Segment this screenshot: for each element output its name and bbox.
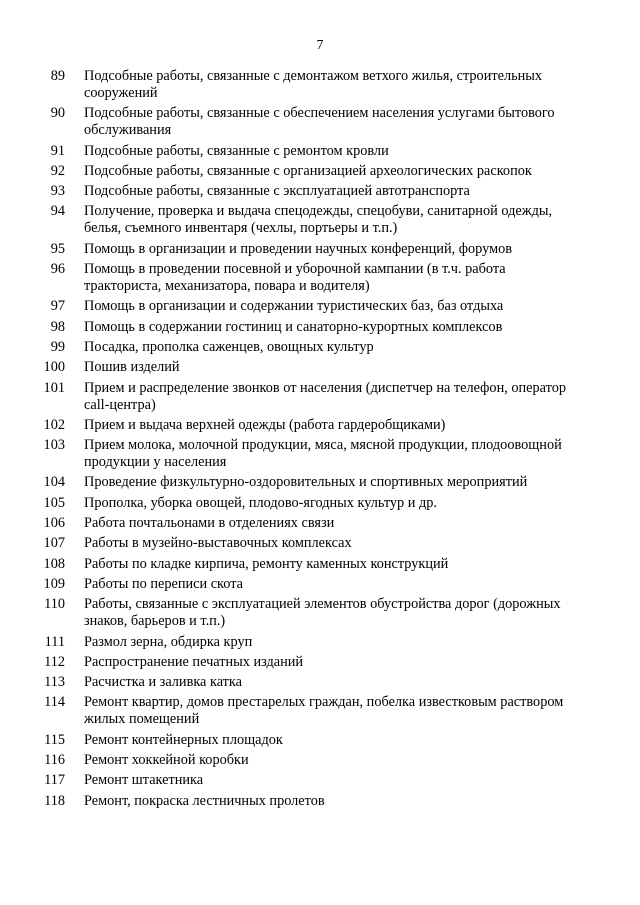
- item-text: Работы по кладке кирпича, ремонту каменных конструкций: [84, 555, 449, 572]
- item-number: 114: [44, 694, 65, 711]
- item-number: 94: [50, 203, 65, 220]
- item-text: Расчистка и заливка катка: [84, 674, 242, 691]
- list-item: [40, 556, 600, 573]
- item-text: Проведение физкультурно-оздоровительных и спортивных мероприятий: [84, 474, 528, 491]
- item-number: 115: [44, 731, 65, 748]
- list-item: [40, 654, 600, 671]
- item-number: 92: [50, 162, 65, 179]
- list-item: [40, 203, 600, 237]
- item-text: Ремонт штакетника: [84, 772, 204, 789]
- item-text: Помощь в проведении посевной и уборочной кампании (в т.ч. работа тракториста, механизатора, повара и водителя): [84, 261, 506, 295]
- item-text: Подсобные работы, связанные с ремонтом кровли: [84, 142, 389, 159]
- list-item: [40, 163, 600, 180]
- item-text: Подсобные работы, связанные с демонтажом ветхого жилья, строительных сооружений: [84, 68, 543, 101]
- item-number: 109: [43, 575, 65, 592]
- item-text: Ремонт контейнерных площадок: [84, 731, 283, 748]
- work-types-list: [40, 68, 600, 813]
- item-text: Ремонт квартир, домов престарелых граждан, побелка известковым раствором жилых помещений: [84, 694, 564, 728]
- list-item: [40, 339, 600, 356]
- item-text: Подсобные работы, связанные с обеспечением населения услугами бытового обслуживания: [84, 105, 555, 139]
- list-item: [40, 694, 600, 728]
- item-text: Прием и выдача верхней одежды (работа гардеробщиками): [84, 416, 446, 433]
- item-text: Работы по переписи скота: [84, 575, 243, 592]
- item-text: Работы в музейно-выставочных комплексах: [84, 535, 352, 552]
- item-text: Получение, проверка и выдача спецодежды, спецобуви, санитарной одежды, белья, съемного инвентаря (чехлы, портьеры и т.п.): [84, 203, 553, 237]
- list-item: [40, 261, 600, 295]
- list-item: [40, 241, 600, 258]
- item-text: Работы, связанные с эксплуатацией элементов обустройства дорог (дорожных знаков, барьеров и т.п.): [84, 596, 561, 630]
- list-item: [40, 515, 600, 532]
- item-text: Размол зерна, обдирка круп: [84, 633, 253, 650]
- item-number: 93: [50, 183, 65, 200]
- item-text: Работа почтальонами в отделениях связи: [84, 515, 335, 532]
- item-number: 97: [50, 298, 65, 315]
- item-number: 107: [43, 535, 65, 552]
- item-number: 99: [50, 338, 65, 355]
- item-number: 90: [50, 105, 65, 122]
- item-number: 95: [50, 240, 65, 257]
- item-text: Помощь в организации и проведении научных конференций, форумов: [84, 240, 513, 257]
- item-number: 103: [43, 437, 65, 454]
- item-text: Ремонт, покраска лестничных пролетов: [84, 792, 325, 809]
- item-text: Посадка, прополка саженцев, овощных культур: [84, 338, 374, 355]
- list-item: [40, 319, 600, 336]
- list-item: [40, 380, 600, 414]
- item-number: 89: [50, 68, 65, 84]
- list-item: [40, 535, 600, 552]
- item-text: Помощь в содержании гостиниц и санаторно-курортных комплексов: [84, 318, 503, 335]
- item-number: 108: [43, 555, 65, 572]
- list-item: [40, 732, 600, 749]
- item-number: 117: [44, 772, 65, 789]
- list-item: [40, 793, 600, 810]
- item-text: Помощь в организации и содержании туристических баз, баз отдыха: [84, 298, 504, 315]
- list-item: [40, 105, 600, 139]
- list-item: [40, 298, 600, 315]
- list-item: [40, 495, 600, 512]
- item-number: 110: [44, 596, 65, 613]
- item-text: Прием молока, молочной продукции, мяса, мясной продукции, плодоовощной продукции у населения: [84, 437, 562, 471]
- item-text: Прополка, уборка овощей, плодово-ягодных культур и др.: [84, 494, 437, 511]
- item-text: Подсобные работы, связанные с организацией археологических раскопок: [84, 162, 532, 179]
- item-number: 101: [43, 379, 65, 396]
- list-item: [40, 772, 600, 789]
- item-number: 105: [43, 494, 65, 511]
- item-number: 100: [43, 359, 65, 376]
- list-item: [40, 576, 600, 593]
- list-item: [40, 359, 600, 376]
- list-item: [40, 417, 600, 434]
- list-item: [40, 752, 600, 769]
- item-number: 113: [44, 674, 65, 691]
- list-item: [40, 68, 600, 102]
- list-item: [40, 183, 600, 200]
- item-number: 102: [43, 416, 65, 433]
- list-item: [40, 674, 600, 691]
- item-number: 104: [43, 474, 65, 491]
- list-item: [40, 596, 600, 630]
- item-number: 91: [50, 142, 65, 159]
- item-text: Пошив изделий: [84, 359, 180, 376]
- page-number: 7: [316, 38, 324, 53]
- item-number: 96: [50, 261, 65, 278]
- list-item: [40, 437, 600, 471]
- item-number: 116: [44, 752, 65, 769]
- list-item: [40, 474, 600, 491]
- item-number: 118: [44, 792, 65, 809]
- item-number: 106: [43, 515, 65, 532]
- list-item: [40, 634, 600, 651]
- item-text: Подсобные работы, связанные с эксплуатацией автотранспорта: [84, 183, 470, 200]
- item-text: Прием и распределение звонков от населения (диспетчер на телефон, оператор call-центра): [84, 379, 566, 413]
- item-number: 111: [44, 633, 65, 650]
- item-number: 112: [44, 653, 65, 670]
- item-text: Распространение печатных изданий: [84, 653, 304, 670]
- item-number: 98: [50, 318, 65, 335]
- item-text: Ремонт хоккейной коробки: [84, 752, 249, 769]
- list-item: [40, 143, 600, 160]
